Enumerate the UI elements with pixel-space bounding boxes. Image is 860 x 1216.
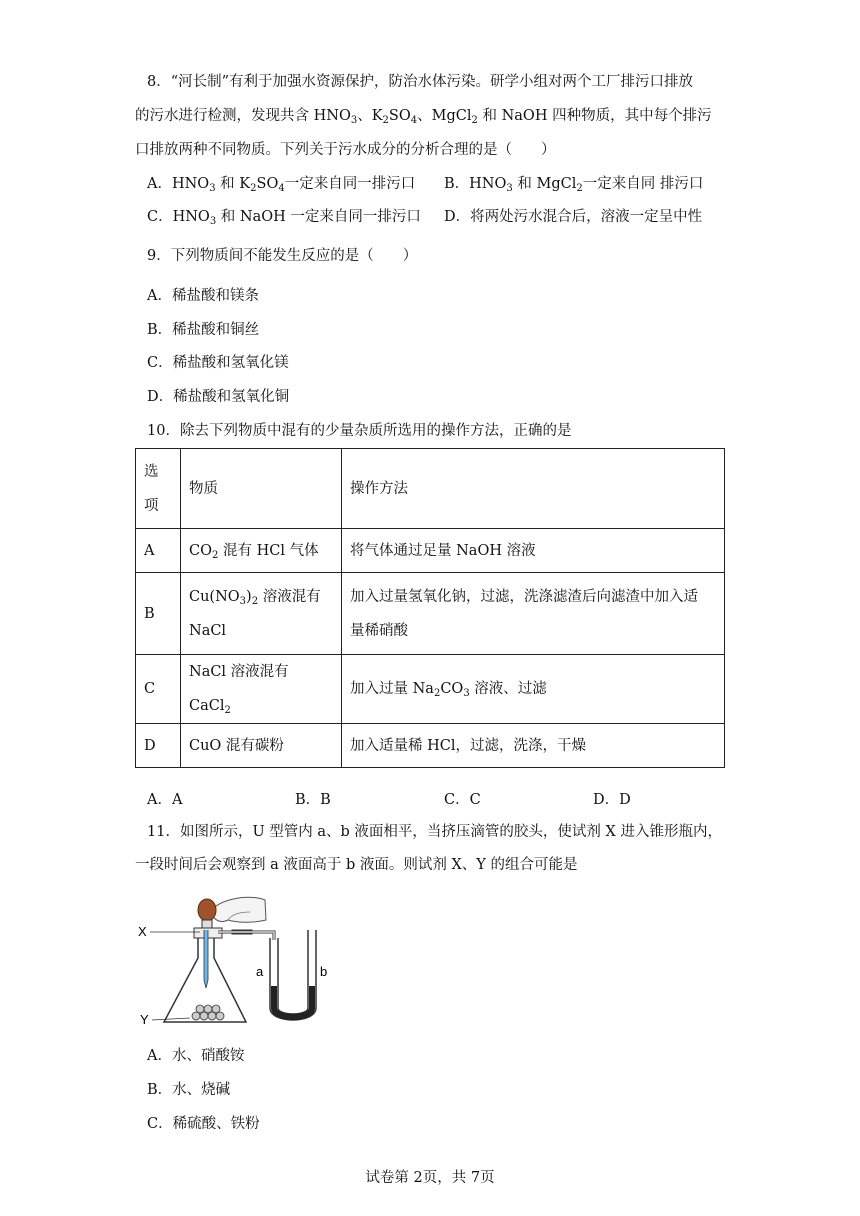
q8-stem-line2: 的污水进行检测，发现共含 $HNO_3$、$K_2SO_4$、MgCl$_2$ 和 NaOH 四种物质，其中每个排污	[135, 108, 712, 126]
table-row	[136, 655, 725, 724]
dropper-bulb-icon	[198, 899, 216, 921]
row-substance: $CO_2$ 混有 HCl 气体	[181, 529, 342, 573]
header-method: 操作方法	[342, 449, 725, 529]
q9-option-d: D．稀盐酸和氢氧化铜	[147, 389, 290, 405]
row-substance: CuO 混有碳粉	[181, 724, 342, 768]
q9-option-c: C．稀盐酸和氢氧化镁	[147, 355, 289, 371]
q11-stem-line1: 11．如图所示，U 型管内 a、b 液面相平，当挤压滴管的胶头，使试剂 X 进入锥形瓶内，	[147, 824, 722, 840]
page-footer: 试卷第 2页，共 7页	[365, 1170, 495, 1186]
row-option: C	[136, 655, 181, 724]
u-tube-apparatus-figure	[140, 890, 340, 1035]
table-row	[136, 724, 725, 768]
label-y: Y	[140, 1012, 149, 1027]
q8-stem-line3: 口排放两种不同物质。下列关于污水成分的分析合理的是（ ）	[135, 142, 556, 158]
q10-answer-b: B．B	[295, 792, 331, 808]
row-option: B	[136, 573, 181, 655]
q9-option-b: B．稀盐酸和铜丝	[147, 322, 260, 338]
q10-answer-a: A．A	[147, 792, 183, 808]
q10-answer-d: D．D	[593, 792, 631, 808]
row-option: D	[136, 724, 181, 768]
table-row	[136, 529, 725, 573]
row-substance: NaCl 溶液混有 CaCl$_2$	[181, 655, 342, 724]
solid-y-icon	[192, 1005, 224, 1020]
row-method: 加入过量氢氧化钠，过滤，洗涤滤渣后向滤渣中加入适 量稀硝酸	[342, 573, 725, 655]
q9-stem: 9．下列物质间不能发生反应的是（ ）	[147, 248, 418, 264]
q8-stem-line1: 8．“河长制”有利于加强水资源保护，防治水体污染。研学小组对两个工厂排污口排放	[147, 74, 694, 90]
q11-option-b: B．水、烧碱	[147, 1082, 231, 1098]
q10-answer-c: C．C	[444, 792, 481, 808]
q10-table	[135, 448, 725, 768]
q10-stem: 10．除去下列物质中混有的少量杂质所选用的操作方法，正确的是	[147, 423, 572, 439]
label-a: a	[256, 964, 264, 979]
q11-option-c: C．稀硫酸、铁粉	[147, 1116, 260, 1132]
row-option: A	[136, 529, 181, 573]
label-x: X	[138, 924, 147, 939]
header-option: 选项	[136, 449, 181, 529]
q8-option-a: A．$HNO_3$ 和 $K_2SO_4$一定来自同一排污口	[147, 176, 416, 194]
q8-option-c: C．$HNO_3$ 和 NaOH 一定来自同一排污口	[147, 209, 421, 227]
row-substance: $Cu(NO_3)_2$ 溶液混有 NaCl	[181, 573, 342, 655]
hand-icon	[210, 897, 266, 922]
row-method: 将气体通过足量 NaOH 溶液	[342, 529, 725, 573]
q8-option-d: D．将两处污水混合后，溶液一定呈中性	[444, 209, 703, 225]
table-row	[136, 449, 725, 529]
header-substance: 物质	[181, 449, 342, 529]
row-method: 加入过量 $Na_2CO_3$ 溶液、过滤	[342, 655, 725, 724]
q11-option-a: A．水、硝酸铵	[147, 1048, 245, 1064]
row-method: 加入适量稀 HCl，过滤，洗涤，干燥	[342, 724, 725, 768]
q8-option-b: B．$HNO_3$ 和 MgCl$_2$一定来自同 排污口	[444, 176, 704, 194]
q11-stem-line2: 一段时间后会观察到 a 液面高于 b 液面。则试剂 X、Y 的组合可能是	[135, 857, 578, 873]
q9-option-a: A．稀盐酸和镁条	[147, 288, 259, 304]
label-b: b	[320, 964, 328, 979]
table-row	[136, 573, 725, 655]
